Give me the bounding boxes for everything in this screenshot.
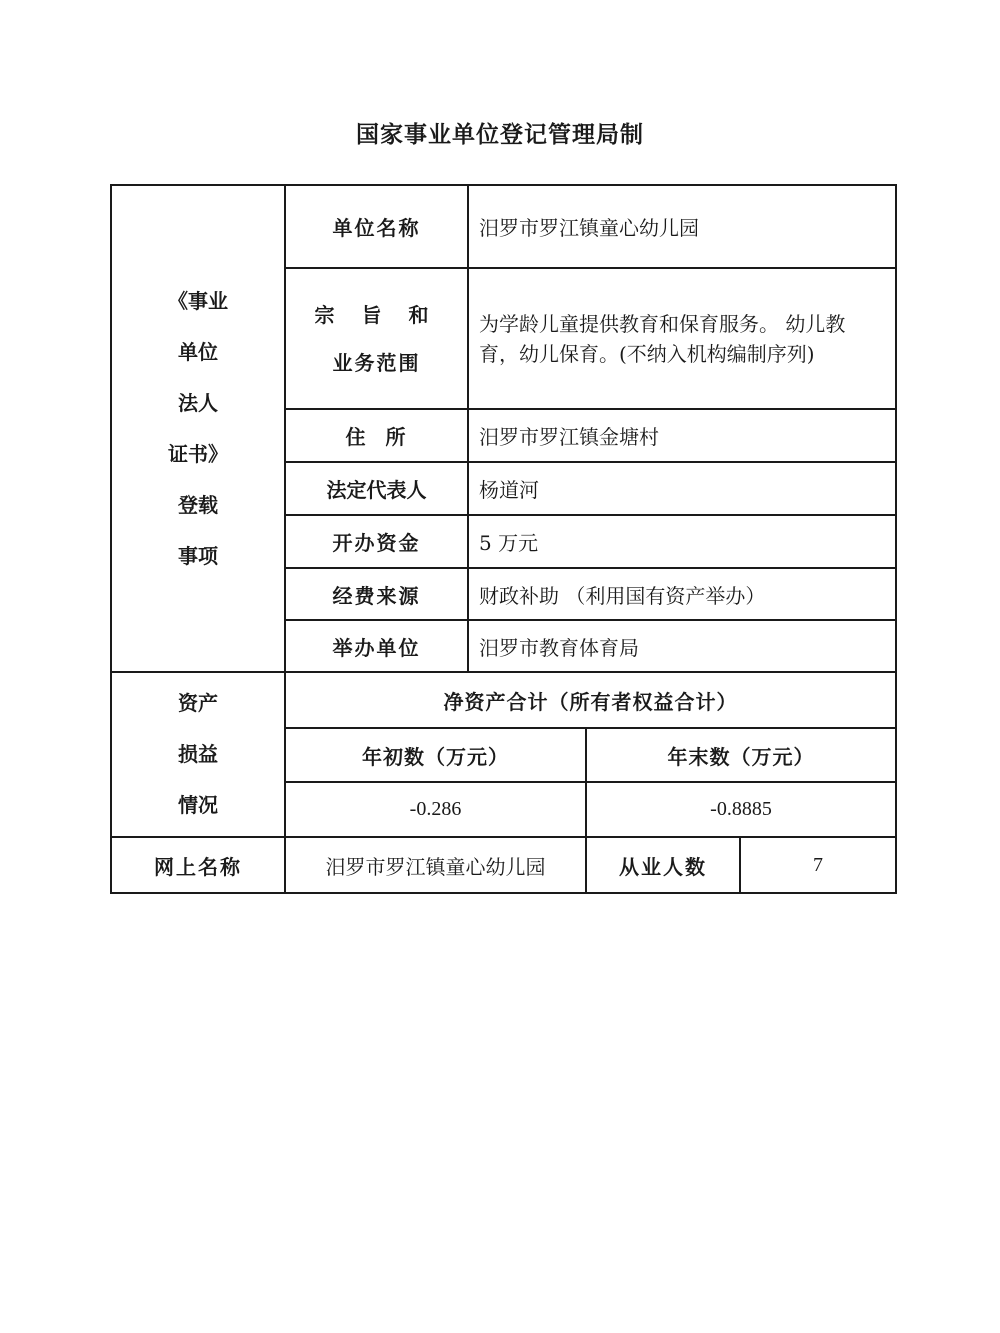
row-unit-name	[111, 185, 896, 268]
unit-name-label: 单位名称	[285, 185, 468, 268]
legal-rep-label: 法定代表人	[285, 462, 468, 515]
begin-year-value: -0.286	[285, 782, 586, 837]
section-label-line: 事项	[178, 543, 218, 568]
funding-label: 经费来源	[285, 568, 468, 620]
funding-value: 财政补助 （利用国有资产举办）	[468, 568, 896, 620]
capital-value: 5 万元	[468, 515, 896, 568]
certificate-section-label	[111, 185, 285, 672]
section-label-line: 法人	[178, 390, 218, 415]
page-title: 国家事业单位登记管理局制	[356, 121, 644, 148]
section-label-line: 证书》	[168, 441, 228, 466]
end-year-value: -0.8885	[586, 782, 896, 837]
assets-section-label	[111, 672, 285, 837]
scope-label-line: 业务范围	[332, 350, 421, 375]
legal-rep-value: 杨道河	[468, 462, 896, 515]
section-label-line: 单位	[178, 339, 218, 364]
staff-count-label: 从业人数	[586, 837, 740, 893]
address-value: 汨罗市罗江镇金塘村	[468, 409, 896, 462]
online-name-value: 汨罗市罗江镇童心幼儿园	[285, 837, 586, 893]
staff-count-value: 7	[740, 837, 896, 893]
sponsor-label: 举办单位	[285, 620, 468, 672]
row-online-name	[111, 837, 896, 893]
section-label-line: 登载	[178, 492, 218, 517]
section-label-line: 《事业	[168, 288, 228, 313]
assets-label-line: 资产	[178, 691, 218, 715]
online-name-label: 网上名称	[111, 837, 285, 893]
assets-label-line: 损益	[178, 742, 218, 766]
registration-table	[110, 184, 897, 894]
end-year-label: 年末数（万元）	[586, 728, 896, 782]
begin-year-label: 年初数（万元）	[285, 728, 586, 782]
row-net-assets-header	[111, 672, 896, 728]
unit-name-value: 汨罗市罗江镇童心幼儿园	[468, 185, 896, 268]
net-assets-header: 净资产合计（所有者权益合计）	[285, 672, 896, 728]
scope-value: 为学龄儿童提供教育和保育服务。 幼儿教育，幼儿保育。(不纳入机构编制序列)	[468, 268, 896, 409]
scope-label-line: 宗 旨 和	[314, 302, 439, 327]
assets-label-line: 情况	[178, 793, 218, 817]
address-label: 住 所	[285, 409, 468, 462]
scope-label	[285, 268, 468, 409]
sponsor-value: 汨罗市教育体育局	[468, 620, 896, 672]
capital-label: 开办资金	[285, 515, 468, 568]
